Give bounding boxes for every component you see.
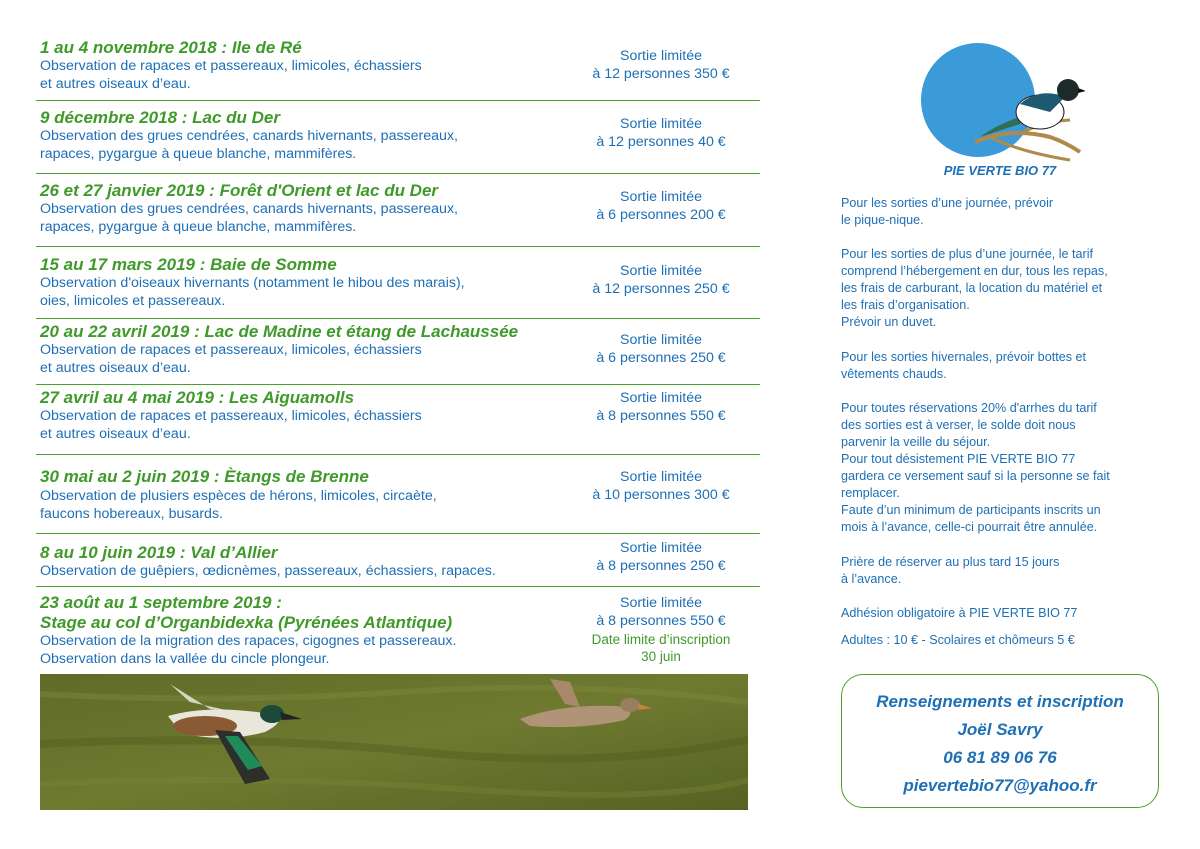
trip-price-line: à 8 personnes 550 € [596, 408, 726, 424]
contact-email[interactable]: pievertebio77@yahoo.fr [903, 776, 1097, 795]
trip-title: 26 et 27 janvier 2019 : Forêt d'Orient et lac du Der [40, 181, 439, 200]
trip-subtitle: Stage au col d’Organbidexka (Pyrénées Atlantique) [40, 613, 453, 632]
info-line: le pique-nique. [841, 213, 924, 227]
trip-price-line: Sortie limitée [619, 189, 702, 205]
trip-desc-line: et autres oiseaux d’eau. [40, 426, 191, 442]
info-line: mois à l’avance, celle-ci pourrait être annulée. [841, 520, 1098, 534]
trip-desc-line: Observation des grues cendrées, canards hivernants, passereaux, [40, 201, 458, 217]
deadline-date: 30 juin [641, 649, 681, 664]
info-line: des sorties est à verser, le solde doit nous [841, 418, 1076, 432]
trip-price-line: à 10 personnes 300 € [592, 487, 730, 503]
trip-price-line: Sortie limitée [619, 48, 702, 64]
trip-desc-line: Observation de plusiers espèces de hérons, limicoles, circaète, [40, 488, 437, 504]
info-line: Pour toutes réservations 20% d'arrhes du tarif [841, 401, 1097, 415]
info-line: Pour les sorties de plus d’une journée, le tarif [841, 247, 1094, 261]
trip-desc-line: Observation des grues cendrées, canards hivernants, passereaux, [40, 128, 458, 144]
trip-desc-line: et autres oiseaux d’eau. [40, 76, 191, 92]
trip-title: 15 au 17 mars 2019 : Baie de Somme [40, 255, 337, 274]
trip-desc-line: et autres oiseaux d’eau. [40, 360, 191, 376]
trip-price-line: à 12 personnes 40 € [596, 134, 726, 150]
trip-desc-line: rapaces, pygargue à queue blanche, mammifères. [40, 219, 357, 235]
ducks-photo [40, 674, 748, 810]
contact-phone[interactable]: 06 81 89 06 76 [943, 748, 1057, 767]
trip-desc-line: faucons hobereaux, busards. [40, 506, 223, 522]
trip-item [36, 587, 760, 673]
trip-title: 23 août au 1 septembre 2019 : [40, 593, 282, 612]
info-line: Prévoir un duvet. [841, 315, 937, 329]
info-line: Prière de réserver au plus tard 15 jours [841, 555, 1060, 569]
trip-title: 8 au 10 juin 2019 : Val d’Allier [40, 543, 278, 562]
trip-item [36, 319, 760, 385]
contact-heading: Renseignements et inscription [876, 692, 1124, 711]
trip-desc-line: Observation d'oiseaux hivernants (notamment le hibou des marais), [40, 275, 465, 291]
organization-name: PIE VERTE BIO 77 [943, 163, 1057, 178]
trip-title: 20 au 22 avril 2019 : Lac de Madine et étang de Lachaussée [40, 322, 519, 341]
trip-price-line: Sortie limitée [619, 390, 702, 406]
trip-item [36, 455, 760, 534]
trip-title: 27 avril au 4 mai 2019 : Les Aiguamolls [40, 388, 355, 407]
info-line: à l’avance. [841, 572, 902, 586]
trip-price-line: à 6 personnes 200 € [596, 207, 726, 223]
info-line: remplacer. [841, 486, 900, 500]
trip-item [36, 36, 760, 101]
trip-price-line: Sortie limitée [619, 469, 702, 485]
trip-item [36, 101, 760, 174]
fees-line: Adultes : 10 € - Scolaires et chômeurs 5 € [841, 633, 1075, 647]
trip-desc-line: Observation de rapaces et passereaux, limicoles, échassiers [40, 58, 422, 74]
info-line: parvenir la veille du séjour. [841, 435, 991, 449]
info-line: vêtements chauds. [841, 367, 947, 381]
trip-price-line: Sortie limitée [619, 332, 702, 348]
trip-desc-line: oies, limicoles et passereaux. [40, 293, 226, 309]
info-line: gardera ce versement sauf si la personne se fait [841, 469, 1110, 483]
info-line: Pour les sorties hivernales, prévoir bottes et [841, 350, 1086, 364]
trip-item [36, 385, 760, 455]
trip-price-line: à 6 personnes 250 € [596, 350, 726, 366]
trip-desc-line: Observation de guêpiers, œdicnèmes, passereaux, échassiers, rapaces. [40, 563, 496, 579]
contact-box [841, 674, 1159, 808]
trip-price-line: à 12 personnes 250 € [592, 281, 730, 297]
trip-item [36, 174, 760, 247]
info-line: les frais d’organisation. [841, 298, 970, 312]
trip-desc-line: Observation de la migration des rapaces, cigognes et passereaux. [40, 633, 457, 649]
trip-item [36, 247, 760, 319]
trip-price-line: à 12 personnes 350 € [592, 66, 730, 82]
trip-price-line: Sortie limitée [619, 595, 702, 611]
trip-price-line: à 8 personnes 550 € [596, 613, 726, 629]
info-line: les frais de carburant, la location du matériel et [841, 281, 1103, 295]
pie-verte-logo [920, 42, 1085, 182]
trip-item [36, 534, 760, 587]
trip-title: 30 mai au 2 juin 2019 : Ètangs de Brenne [40, 467, 369, 486]
trip-title: 1 au 4 novembre 2018 : Ile de Ré [40, 38, 302, 57]
trip-desc-line: Observation de rapaces et passereaux, limicoles, échassiers [40, 408, 422, 424]
deadline-note: Date limite d’inscription [591, 632, 731, 647]
membership-line: Adhésion obligatoire à PIE VERTE BIO 77 [841, 606, 1078, 620]
info-line: Pour tout désistement PIE VERTE BIO 77 [841, 452, 1076, 466]
info-line: Pour les sorties d’une journée, prévoir [841, 196, 1054, 210]
info-line: Faute d’un minimum de participants inscrits un [841, 503, 1101, 517]
trip-price-line: Sortie limitée [619, 116, 702, 132]
trip-desc-line: rapaces, pygargue à queue blanche, mammifères. [40, 146, 357, 162]
info-line: comprend l’hébergement en dur, tous les repas, [841, 264, 1108, 278]
contact-name: Joël Savry [957, 720, 1043, 739]
trip-price-line: Sortie limitée [619, 540, 702, 556]
trip-price-line: Sortie limitée [619, 263, 702, 279]
trip-list [36, 36, 760, 673]
trip-desc-line: Observation dans la vallée du cincle plongeur. [40, 651, 330, 667]
trip-title: 9 décembre 2018 : Lac du Der [40, 108, 281, 127]
trip-desc-line: Observation de rapaces et passereaux, limicoles, échassiers [40, 342, 422, 358]
trip-price-line: à 8 personnes 250 € [596, 558, 726, 574]
